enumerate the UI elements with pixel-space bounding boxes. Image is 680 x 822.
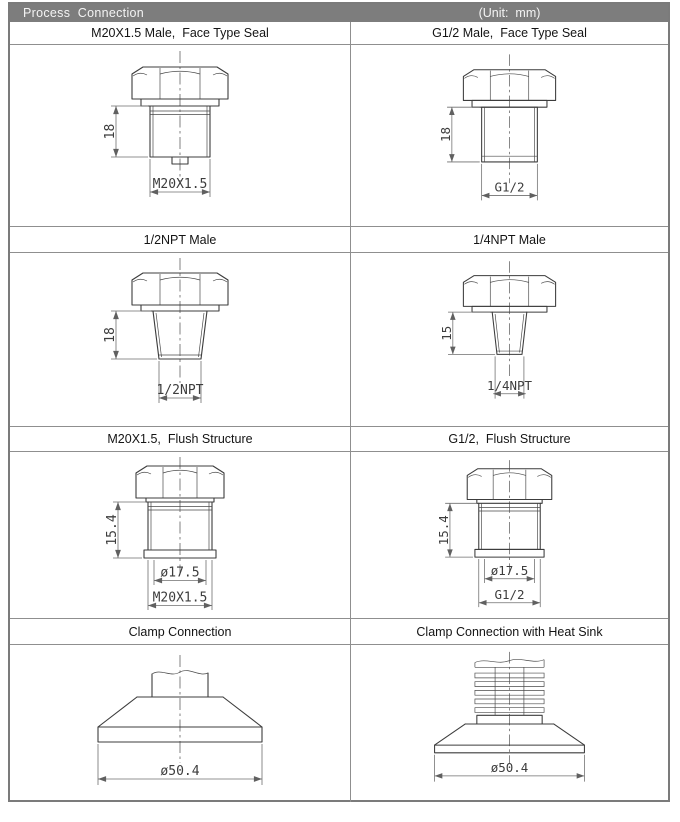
header-title: Process Connection (23, 6, 145, 20)
drawing-g12-face-seal (351, 45, 668, 226)
dimension-label: M20X1.5 (152, 177, 208, 192)
dimension-label: ø50.4 (160, 764, 200, 779)
dimension-label: G1/2 (494, 179, 525, 195)
row3-figures (10, 452, 668, 619)
dimension-height (103, 106, 148, 157)
dimension-label: 15.4 (436, 515, 452, 546)
dimension-height (438, 107, 480, 162)
row4-figures (10, 645, 668, 802)
cell-title-clamp: Clamp Connection (128, 624, 232, 639)
cell-title-m20-face-seal: M20X1.5 Male, Face Type Seal (91, 26, 269, 40)
dimension-label: 18 (103, 327, 118, 343)
drawing-clamp-heatsink (351, 645, 668, 802)
dimension-label: 15.4 (105, 514, 120, 546)
dimension-diaphragm (485, 559, 535, 583)
cell-title-clamp-heatsink: Clamp Connection with Heat Sink (416, 624, 603, 639)
row1-titles (10, 22, 668, 45)
dimension-label: 1/4NPT (486, 377, 533, 393)
dimension-height (103, 311, 157, 359)
row2-titles (10, 227, 668, 253)
table-header-bar (10, 4, 668, 22)
dimension-label: 1/2NPT (156, 383, 204, 398)
row1-figures (10, 45, 668, 227)
dimension-label: 18 (437, 127, 453, 143)
drawing-m20x15-flush (15, 452, 345, 618)
drawing-12npt-male (15, 253, 345, 426)
drawing-14npt-male (351, 253, 668, 426)
cell-title-m20-flush: M20X1.5, Flush Structure (107, 432, 253, 446)
cell-title-g12-flush: G1/2, Flush Structure (448, 432, 571, 446)
header-unit-label: (Unit: mm) (478, 6, 541, 20)
dimension-height (436, 503, 477, 557)
process-connection-table (8, 2, 670, 802)
drawing-clamp-connection (15, 645, 345, 802)
cell-title-14npt: 1/4NPT Male (473, 232, 546, 247)
dimension-label: ø17.5 (490, 562, 529, 578)
dimension-label: G1/2 (494, 586, 525, 602)
dimension-label: M20X1.5 (152, 590, 208, 606)
drawing-m20x15-face-seal (15, 45, 345, 226)
row4-titles (10, 619, 668, 645)
dimension-diaphragm (154, 560, 206, 585)
cell-title-12npt: 1/2NPT Male (143, 232, 217, 247)
dimension-label: 18 (103, 123, 118, 140)
drawing-g12-flush (351, 452, 668, 618)
dimension-height (105, 502, 146, 558)
dimension-thread (482, 164, 538, 201)
cell-title-g12-face-seal: G1/2 Male, Face Type Seal (432, 26, 587, 40)
dimension-height (439, 312, 495, 354)
dimension-label: ø17.5 (160, 565, 200, 581)
dimension-label: 15 (438, 325, 454, 341)
dimension-thread (487, 356, 533, 398)
dimension-label: ø50.4 (490, 760, 529, 776)
row2-figures (10, 253, 668, 427)
threaded-body (150, 106, 210, 164)
row3-titles (10, 427, 668, 452)
